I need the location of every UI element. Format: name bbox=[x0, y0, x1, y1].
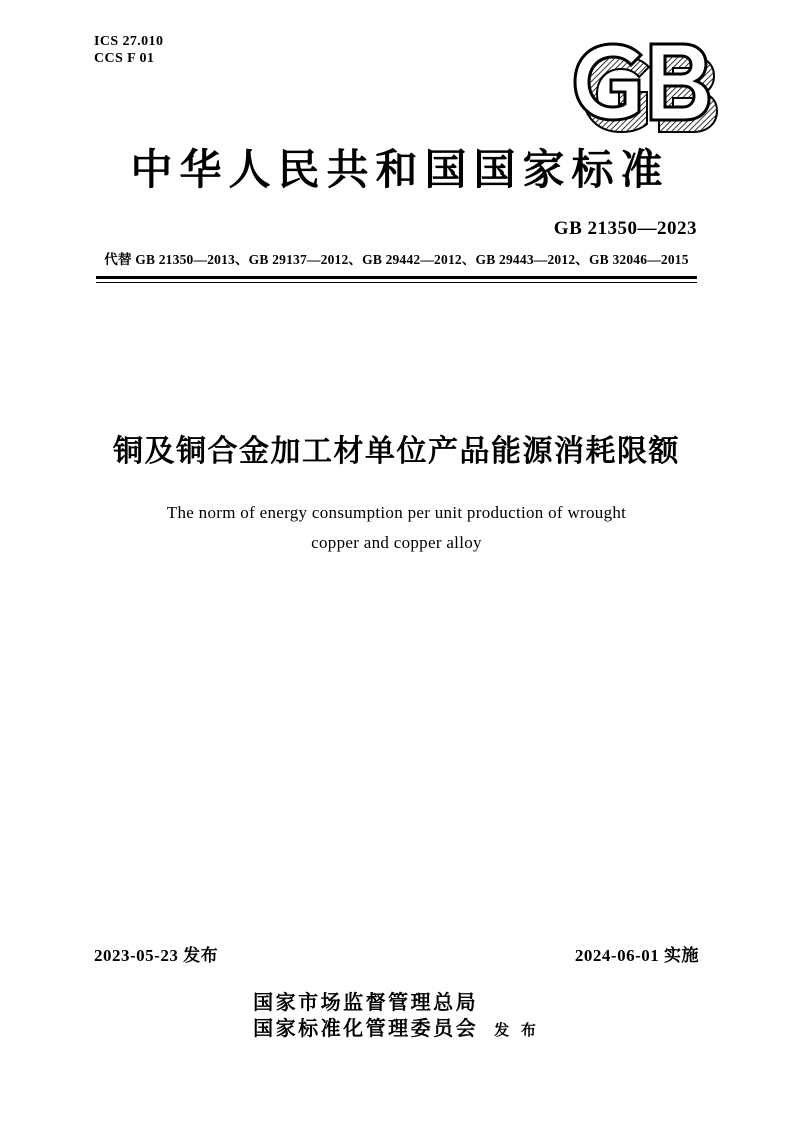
publisher-line-1: 国家市场监督管理总局 bbox=[253, 992, 479, 1014]
national-standard-title: 中华人民共和国国家标准 bbox=[130, 148, 670, 194]
document-title-chinese: 铜及铜合金加工材单位产品能源消耗限额 bbox=[113, 435, 680, 468]
gb-logo bbox=[567, 36, 727, 141]
ics-code: ICS 27.010 bbox=[94, 34, 164, 49]
divider-thin bbox=[96, 282, 697, 283]
divider-thick bbox=[96, 276, 697, 279]
standard-number: GB 21350—2023 bbox=[553, 218, 697, 239]
publisher-names bbox=[253, 990, 478, 1042]
publisher-block bbox=[0, 990, 793, 1042]
replaced-standards: 代替 GB 21350—2013、GB 29137—2012、GB 29442—2012、GB 29443—2012、GB 32046—2015 bbox=[104, 252, 689, 267]
issue-date: 2023-05-23 发布 bbox=[94, 946, 219, 965]
document-title-english-line2: copper and copper alloy bbox=[311, 533, 482, 552]
publisher-action: 发 布 bbox=[494, 1023, 540, 1039]
document-title-english-line1: The norm of energy consumption per unit production of wrought bbox=[166, 503, 627, 522]
publisher-line-2: 国家标准化管理委员会 bbox=[253, 1018, 479, 1040]
ccs-code: CCS F 01 bbox=[94, 51, 155, 66]
effective-date: 2024-06-01 实施 bbox=[574, 946, 699, 965]
classification-codes bbox=[94, 33, 163, 67]
document-title-english bbox=[120, 498, 673, 558]
